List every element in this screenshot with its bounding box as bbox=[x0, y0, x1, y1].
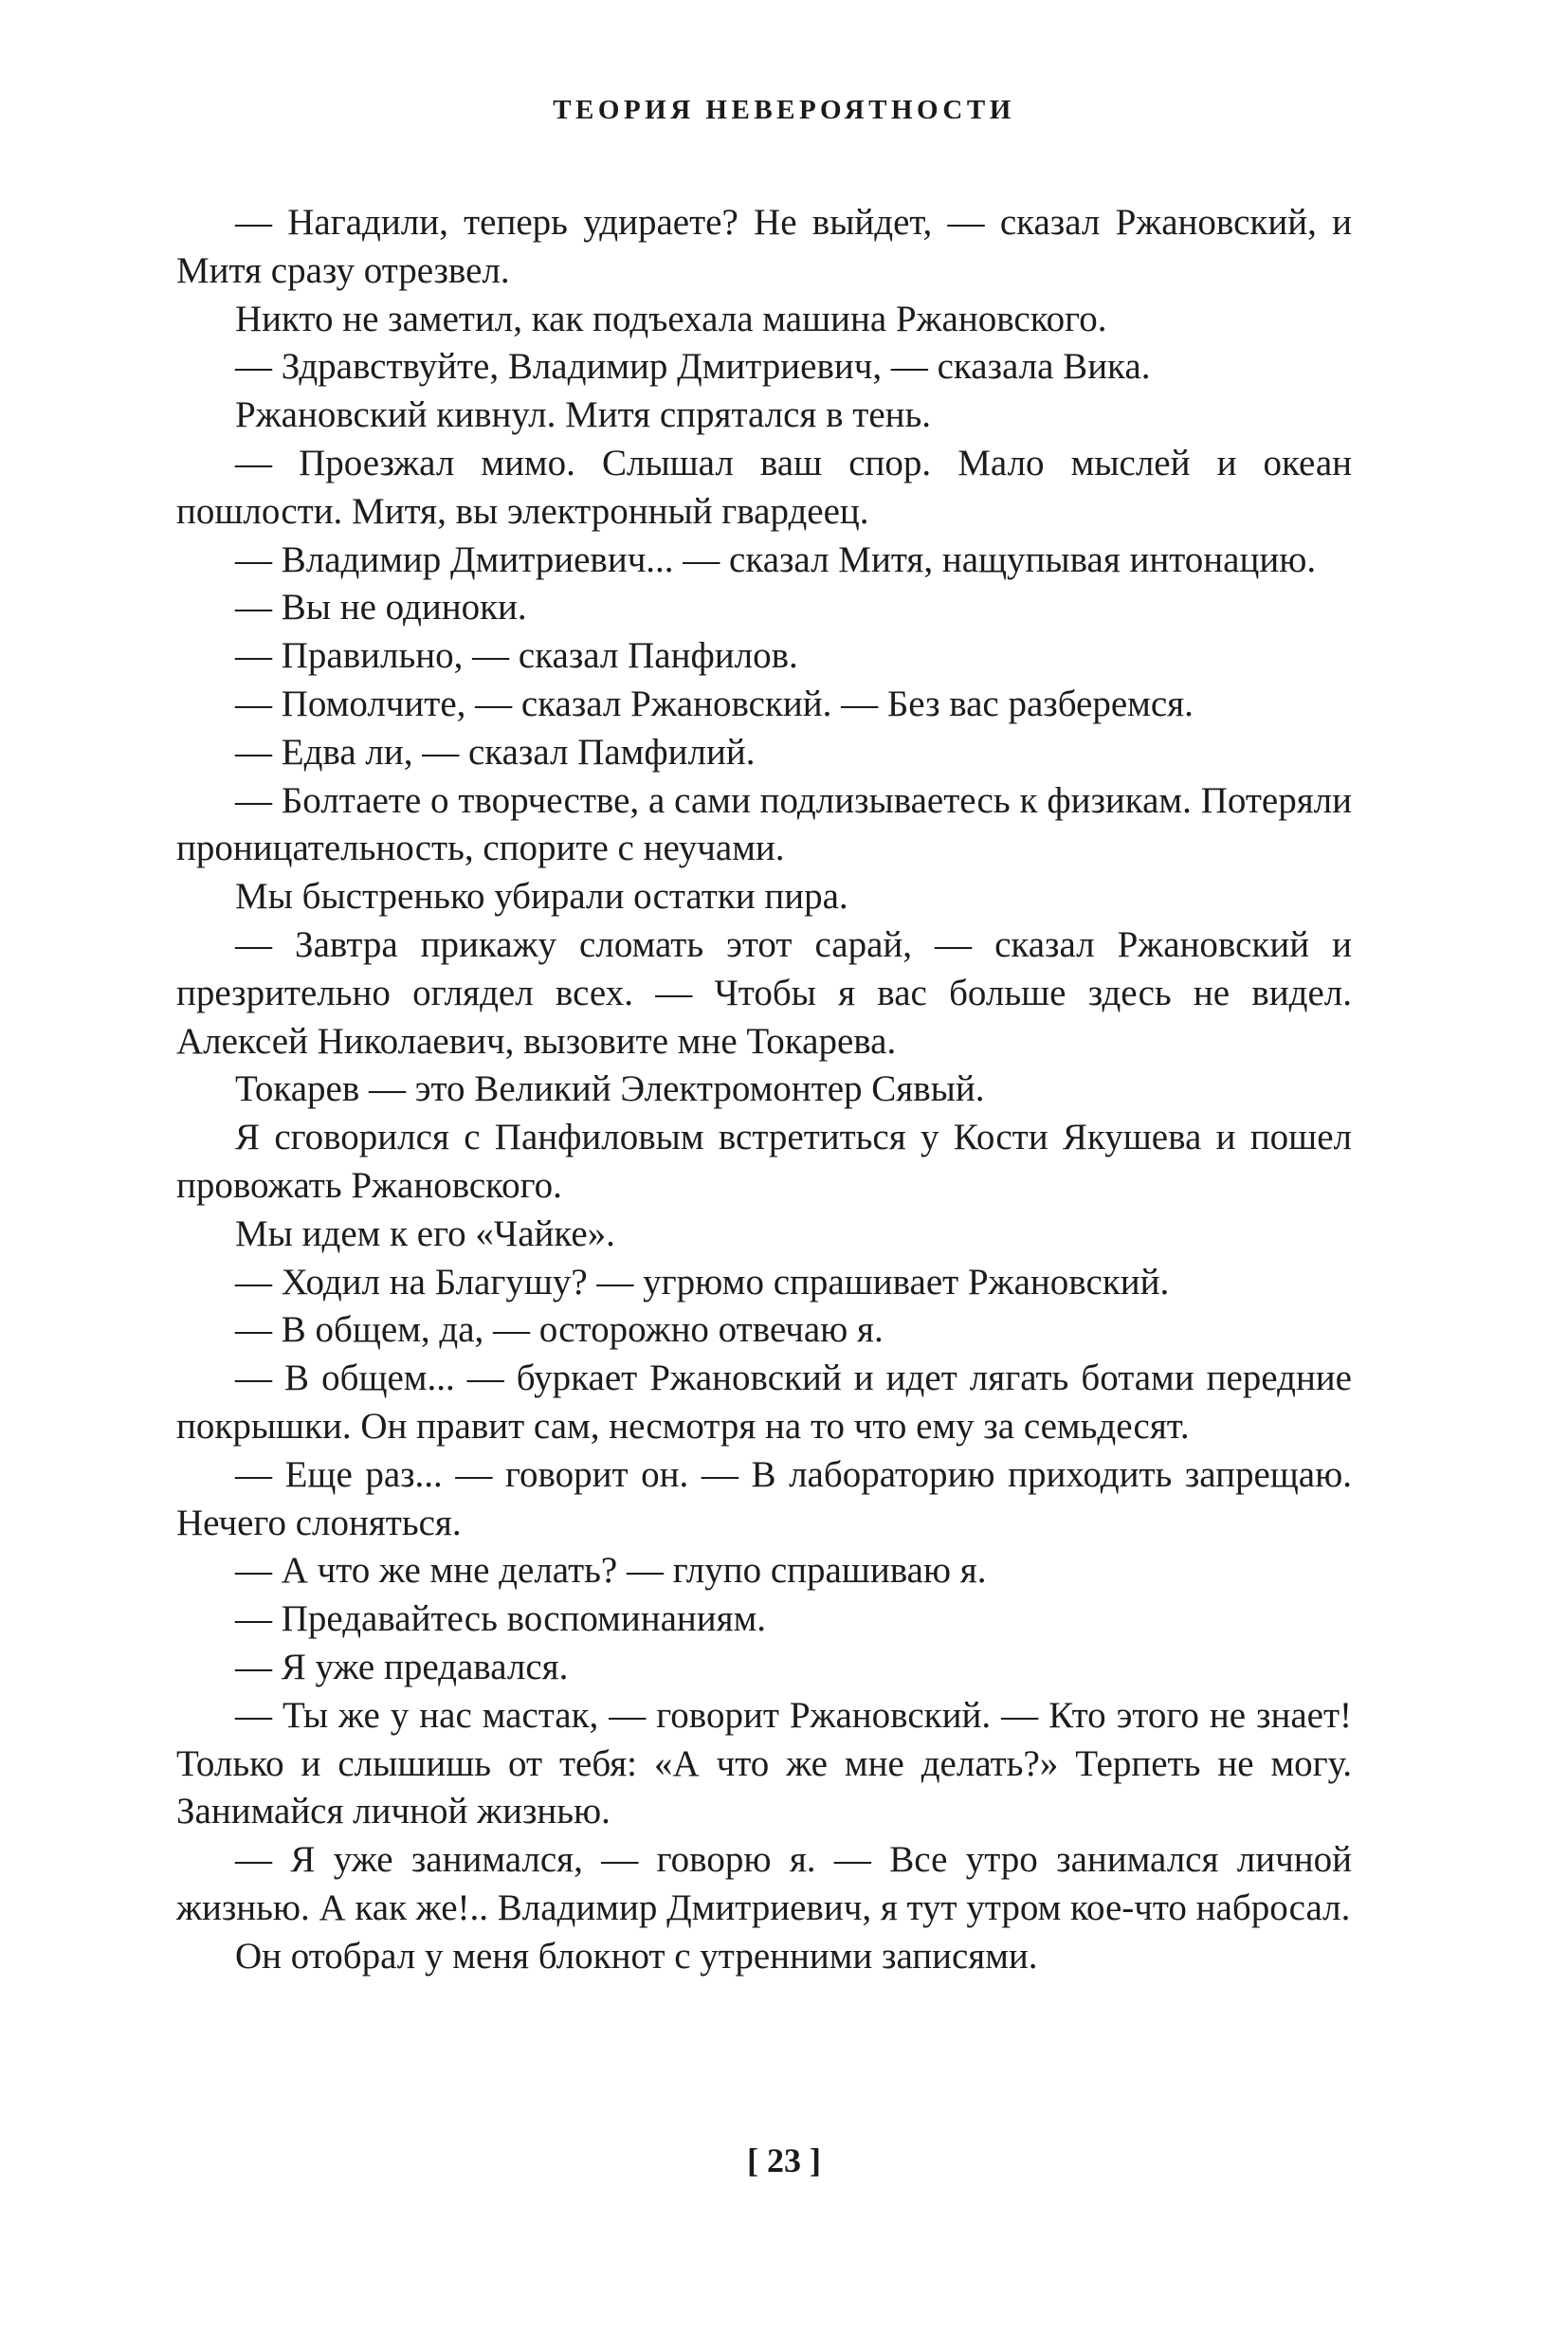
paragraph: — Я уже занимался, — говорю я. — Все утро занимался личной жизнью. А как же!.. Владимир Дмитриевич, я тут утром кое-что набросал. bbox=[176, 1839, 1352, 1928]
body-text bbox=[176, 199, 1352, 1980]
paragraph: — Я уже предавался. bbox=[235, 1646, 569, 1687]
paragraph: — Ты же у нас мастак, — говорит Ржановский. — Кто этого не знает! Только и слышишь от тебя: «А что же мне делать?» Терпеть не могу. Занимайся личной жизнью. bbox=[176, 1694, 1352, 1832]
paragraph: — Вы не одиноки. bbox=[235, 587, 527, 629]
paragraph: Ржановский кивнул. Митя спрятался в тень. bbox=[235, 394, 932, 436]
paragraph: — А что же мне делать? — глупо спрашиваю я. bbox=[235, 1550, 987, 1592]
paragraph: — В общем... — буркает Ржановский и идет лягать ботами передние покрышки. Он правит сам, несмотря на то что ему за семьдесят. bbox=[176, 1358, 1352, 1447]
paragraph: — Едва ли, — сказал Памфилий. bbox=[235, 731, 756, 773]
paragraph: Я сговорился с Панфиловым встретиться у Кости Якушева и пошел провожать Ржановского. bbox=[176, 1117, 1352, 1206]
paragraph: — Болтаете о творчестве, а сами подлизываетесь к физикам. Потеряли проницательность, спорите с неучами. bbox=[176, 779, 1352, 869]
paragraph: Мы быстренько убирали остатки пира. bbox=[235, 876, 848, 918]
paragraph: — В общем, да, — осторожно отвечаю я. bbox=[235, 1309, 884, 1351]
paragraph: Токарев — это Великий Электромонтер Сявый. bbox=[235, 1068, 985, 1110]
paragraph: — Предавайтесь воспоминаниям. bbox=[235, 1598, 767, 1640]
paragraph: — Здравствуйте, Владимир Дмитриевич, — сказала Вика. bbox=[235, 346, 1151, 388]
paragraph: — Еще раз... — говорит он. — В лабораторию приходить запрещаю. Нечего слоняться. bbox=[176, 1453, 1352, 1543]
paragraph: Мы идем к его «Чайке». bbox=[235, 1212, 615, 1254]
paragraph: — Нагадили, теперь удираете? Не выйдет, — сказал Ржановский, и Митя сразу отрезвел. bbox=[176, 202, 1352, 291]
paragraph: — Ходил на Благушу? — угрюмо спрашивает Ржановский. bbox=[235, 1261, 1170, 1303]
paragraph: — Проезжал мимо. Слышал ваш спор. Мало мыслей и океан пошлости. Митя, вы электронный гвардеец. bbox=[176, 442, 1352, 532]
paragraph: — Помолчите, — сказал Ржановский. — Без вас разберемся. bbox=[235, 683, 1194, 724]
paragraph: — Правильно, — сказал Панфилов. bbox=[235, 635, 798, 677]
running-title: ТЕОРИЯ НЕВЕРОЯТНОСТИ bbox=[553, 95, 1015, 125]
paragraph: Он отобрал у меня блокнот с утренними записями. bbox=[235, 1935, 1038, 1977]
paragraph: — Владимир Дмитриевич... — сказал Митя, нащупывая интонацию. bbox=[235, 538, 1317, 580]
paragraph: — Завтра прикажу сломать этот сарай, — сказал Ржановский и презрительно оглядел всех. — Чтобы я вас больше здесь не видел. Алексей Николаевич, вызовите мне Токарева. bbox=[176, 923, 1352, 1062]
page-number: [ 23 ] bbox=[747, 2141, 821, 2179]
paragraph: Никто не заметил, как подъехала машина Ржановского. bbox=[235, 298, 1107, 339]
